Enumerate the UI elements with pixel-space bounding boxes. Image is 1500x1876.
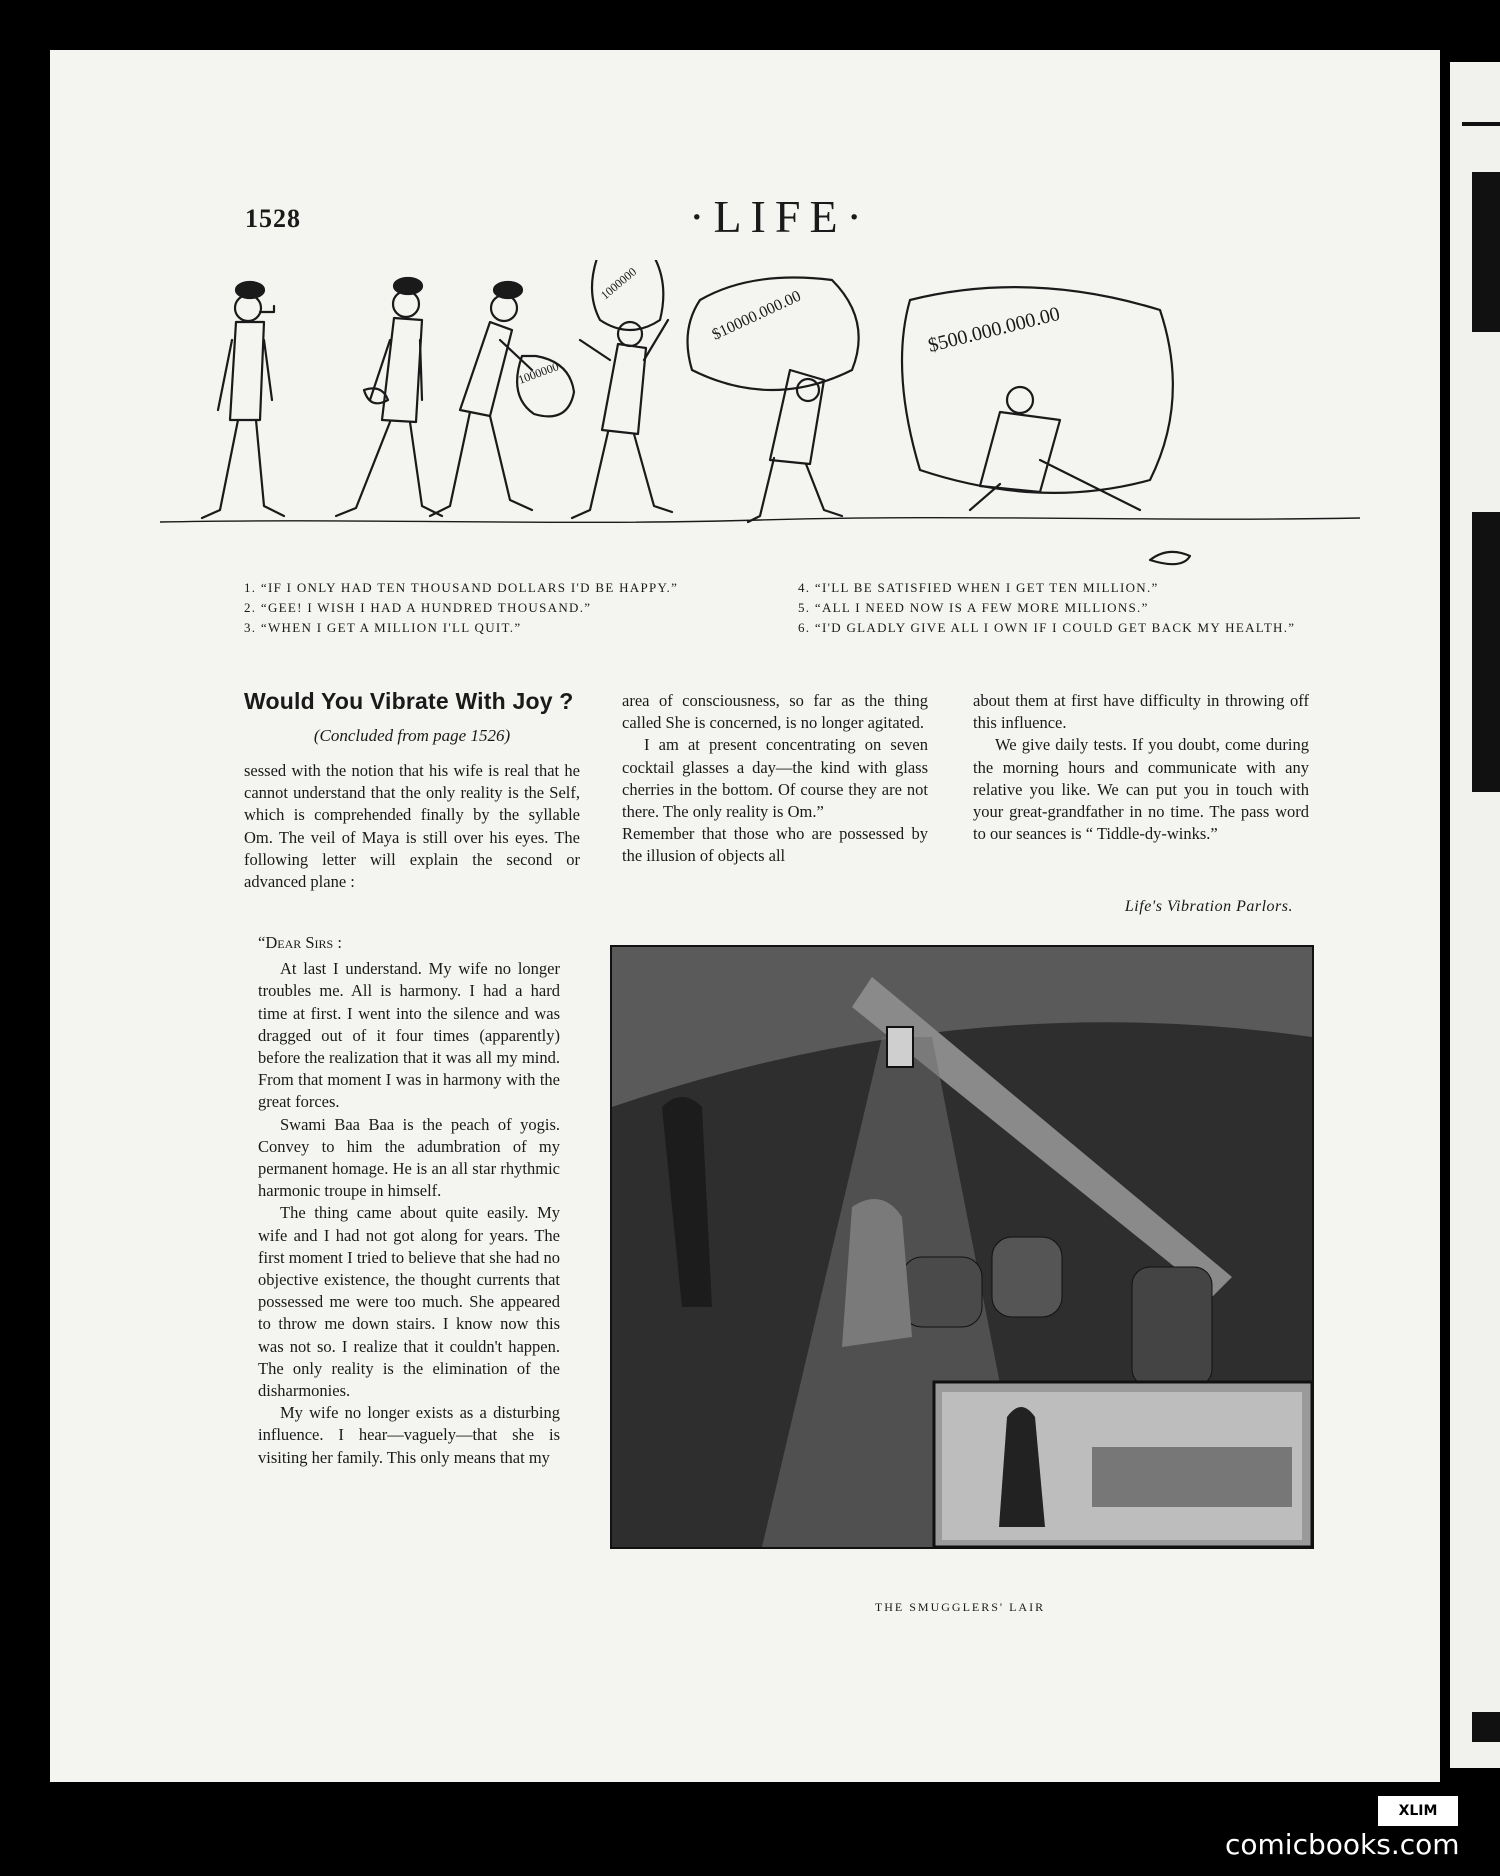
- column-paragraph: Remember that those who are possessed by the illusion of objects all: [622, 824, 928, 866]
- page-tag: XLIM: [1378, 1796, 1458, 1826]
- smugglers-lair-illustration: [610, 945, 1314, 1549]
- bag-label-4: 1000000: [597, 264, 640, 303]
- site-watermark: comicbooks.com: [1225, 1828, 1460, 1861]
- article-column-3: [973, 690, 1309, 845]
- page-number: 1528: [245, 204, 301, 233]
- article-column-1: [244, 760, 580, 893]
- adjacent-page-edge: [1450, 62, 1500, 1768]
- caption-5: 5. “ALL I NEED NOW IS A FEW MORE MILLIONS.”: [798, 600, 1149, 615]
- article-subhead: (Concluded from page 1526): [313, 726, 511, 745]
- bag-label-3: 1000000: [516, 359, 561, 387]
- column-paragraph: We give daily tests. If you doubt, come during the morning hours and communicate with any relative you like. We can put you in touch with your great-grandfather in no time. The pass word to our seances is “ Tiddle-dy-winks.”: [973, 735, 1309, 844]
- caption-4: 4. “I'LL BE SATISFIED WHEN I GET TEN MILLION.”: [798, 580, 1159, 595]
- caption-1: 1. “IF I ONLY HAD TEN THOUSAND DOLLARS I'D BE HAPPY.”: [244, 580, 679, 595]
- letter-paragraph: The thing came about quite easily. My wife and I had not got along for years. The first moment I tried to believe that she had no objective existence, the thought currents that possessed me were too much. She appeared to throw me down stairs. I know now this was not so. I realize that it couldn't happen. The only reality is the elimination of the disharmonies.: [258, 1203, 560, 1401]
- column-paragraph: about them at first have difficulty in throwing off this influence.: [973, 691, 1309, 733]
- figure-3: [430, 282, 574, 516]
- caption-3: 3. “WHEN I GET A MILLION I'LL QUIT.”: [244, 620, 522, 635]
- bag-label-6: $500.000.000.00: [925, 302, 1063, 357]
- article-column-2: [622, 690, 928, 868]
- letter-paragraph: At last I understand. My wife no longer troubles me. All is harmony. I had a hard time at first. I went into the silence and was dragged out of it four times (apparently) before the realization that it was all my mind. From that moment I was in harmony with the great forces.: [258, 959, 560, 1112]
- letter-paragraph: Swami Baa Baa is the peach of yogis. Convey to him the adumbration of my permanent homage. He is an all star rhythmic harmonic troupe in himself.: [258, 1114, 560, 1201]
- masthead-title: ·LIFE·: [689, 191, 871, 242]
- letter-salutation: “Dear Sirs :: [258, 933, 342, 952]
- cartoon-captions-right: [798, 578, 1303, 638]
- figure-1: [202, 282, 284, 518]
- intro-paragraph: sessed with the notion that his wife is real that he cannot understand that the only reality is the Self, which is comprehended finally by the syllable Om. The veil of Maya is still over his eyes. The following letter will explain the second or advanced plane :: [244, 761, 580, 892]
- article-headline: Would You Vibrate With Joy ?: [244, 688, 574, 714]
- caption-2: 2. “GEE! I WISH I HAD A HUNDRED THOUSAND.”: [244, 600, 592, 615]
- figure-4: [572, 260, 672, 518]
- figure-6: [902, 287, 1190, 564]
- cartoon-captions-left: [244, 578, 784, 638]
- letter-paragraph: My wife no longer exists as a disturbing influence. I hear—vaguely—that she is visiting her family. This only means that my: [258, 1403, 560, 1467]
- letter-column: [258, 932, 560, 1469]
- illustration-caption: THE SMUGGLERS' LAIR: [874, 1600, 1046, 1614]
- column-paragraph: area of consciousness, so far as the thing called She is concerned, is no longer agitated.: [622, 691, 928, 733]
- cartoon-strip: [160, 260, 1360, 580]
- article-signature: Life's Vibration Parlors.: [1124, 898, 1293, 915]
- figure-2: [336, 278, 442, 516]
- caption-6: 6. “I'D GLADLY GIVE ALL I OWN IF I COULD GET BACK MY HEALTH.”: [798, 620, 1296, 635]
- bag-label-5: $10000.000.00: [709, 287, 804, 344]
- column-paragraph: I am at present concentrating on seven cocktail glasses a day—the kind with glass cherries in the bottom. Of course they are not there. The only reality is Om.”: [622, 735, 928, 822]
